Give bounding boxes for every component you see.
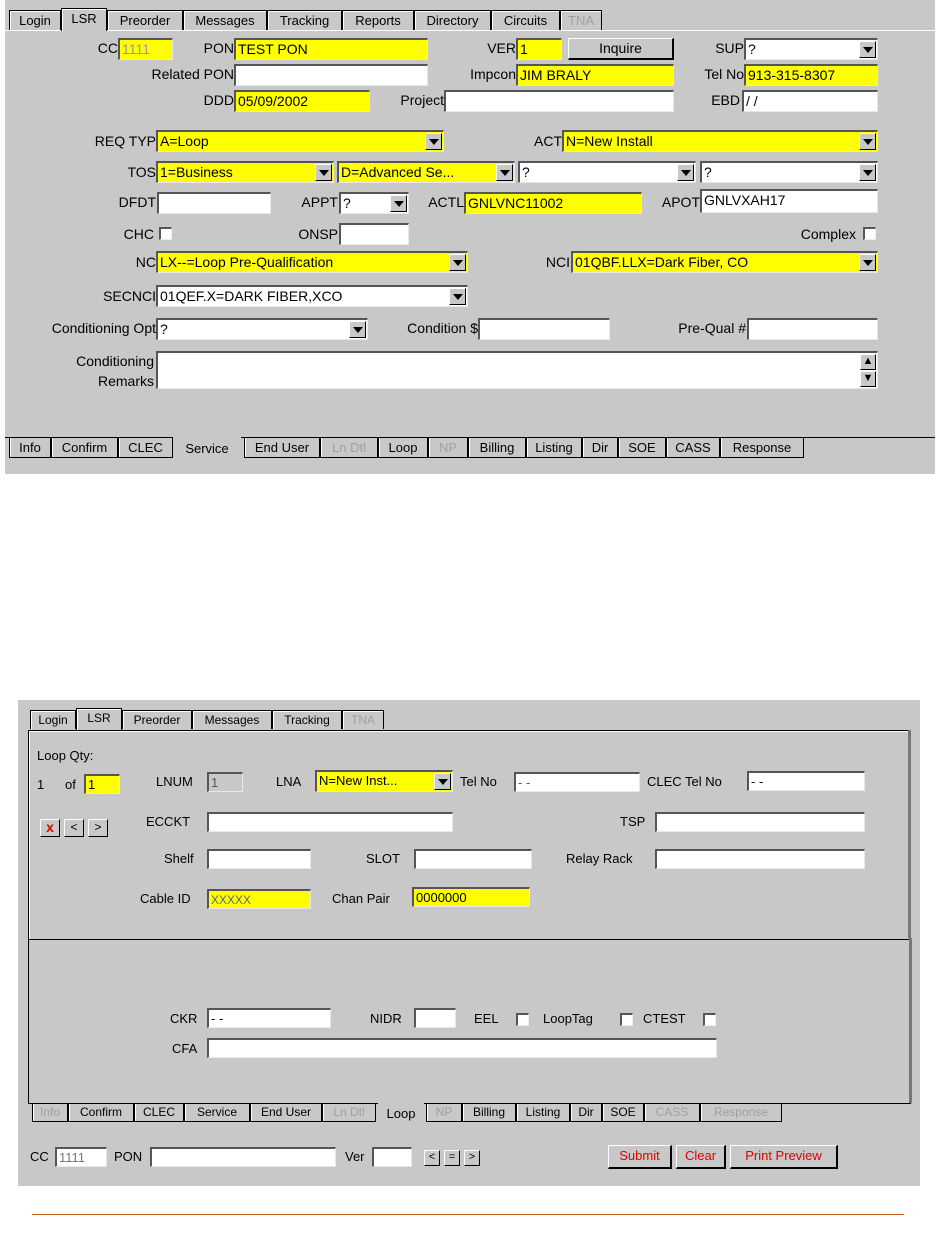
btab-np[interactable]: NP — [428, 438, 468, 458]
nc-value: LX--=Loop Pre-Qualification — [160, 254, 334, 270]
btab-dir[interactable]: Dir — [582, 438, 618, 458]
btab-confirm[interactable]: Confirm — [68, 1104, 134, 1122]
chevron-down-icon[interactable] — [677, 164, 694, 181]
onsp-field[interactable] — [339, 223, 409, 245]
looptag-label: LoopTag — [543, 1011, 593, 1026]
clear-button[interactable]: Clear — [676, 1145, 726, 1169]
tos-3-select[interactable] — [518, 161, 696, 183]
prev-loop-button[interactable]: < — [64, 819, 84, 837]
ebd-field[interactable]: / / — [742, 90, 878, 112]
relay-rack-label: Relay Rack — [566, 851, 633, 866]
ver-equal-button[interactable]: = — [444, 1150, 460, 1166]
ver-next-button[interactable]: > — [464, 1150, 480, 1166]
btab-ln-dtl[interactable]: Ln Dtl — [322, 1104, 376, 1122]
secnci-select[interactable] — [156, 285, 468, 307]
cable-id-label: Cable ID — [140, 891, 191, 906]
btab-service[interactable]: Service — [173, 437, 241, 459]
scroll-up-icon[interactable]: ▲ — [860, 354, 876, 370]
nci-value: 01QBF.LLX=Dark Fiber, CO — [575, 254, 749, 270]
chevron-down-icon[interactable] — [349, 321, 366, 338]
footer-cc-label: CC — [30, 1149, 49, 1164]
ctest-label: CTEST — [643, 1011, 686, 1026]
chevron-down-icon[interactable] — [859, 133, 876, 150]
btab-response[interactable]: Response — [720, 438, 804, 458]
cc-label: CC — [97, 40, 118, 56]
tos-2-select[interactable] — [337, 161, 515, 183]
ckr-field[interactable]: - - — [207, 1008, 331, 1028]
btab-soe[interactable]: SOE — [602, 1104, 644, 1122]
condition-cost-label: Condition $ — [407, 320, 478, 336]
tab-messages[interactable]: Messages — [183, 10, 267, 30]
footer-pon-field[interactable] — [150, 1147, 336, 1167]
tel-no-field[interactable]: 913-315-8307 — [744, 64, 878, 86]
chevron-down-icon[interactable] — [496, 164, 513, 181]
project-field[interactable] — [444, 90, 674, 112]
impcon-label: Impcon — [470, 66, 516, 82]
chevron-down-icon[interactable] — [859, 41, 876, 58]
btab-end-user[interactable]: End User — [244, 438, 320, 458]
slot-label: SLOT — [366, 851, 400, 866]
chevron-down-icon[interactable] — [315, 164, 332, 181]
nidr-label: NIDR — [370, 1011, 402, 1026]
tab-messages[interactable]: Messages — [192, 710, 272, 729]
loop-qty-label: Loop Qty: — [37, 748, 94, 763]
of-label: of — [65, 777, 76, 792]
btab-confirm[interactable]: Confirm — [51, 438, 118, 458]
clec-tel-no-label: CLEC Tel No — [647, 774, 722, 789]
chevron-down-icon[interactable] — [449, 288, 466, 305]
apot-label: APOT — [661, 194, 700, 210]
ver-field[interactable]: 1 — [516, 38, 562, 60]
ctest-checkbox[interactable] — [703, 1013, 716, 1026]
impcon-field[interactable]: JIM BRALY — [516, 64, 674, 86]
pre-qual-field[interactable] — [747, 318, 878, 340]
tab-preorder[interactable]: Preorder — [122, 710, 192, 729]
lna-select[interactable] — [315, 770, 453, 792]
eel-checkbox[interactable] — [516, 1013, 529, 1026]
secnci-label: SECNCI — [103, 288, 156, 304]
related-pon-label: Related PON — [151, 66, 234, 82]
btab-cass[interactable]: CASS — [666, 438, 720, 458]
btab-info[interactable]: Info — [9, 438, 51, 458]
act-select[interactable] — [562, 130, 878, 152]
tab-circuits[interactable]: Circuits — [491, 10, 560, 30]
actl-field[interactable]: GNLVNC11002 — [464, 192, 642, 214]
loop-of-field[interactable]: 1 — [84, 774, 120, 794]
btab-billing[interactable]: Billing — [468, 438, 526, 458]
tab-login[interactable]: Login — [9, 10, 61, 30]
scroll-down-icon[interactable]: ▼ — [860, 371, 876, 387]
tab-tna[interactable]: TNA — [342, 710, 384, 729]
chan-pair-label: Chan Pair — [332, 891, 390, 906]
pre-qual-label: Pre-Qual # — [678, 320, 746, 336]
nc-select[interactable] — [156, 251, 468, 273]
lnum-field: 1 — [207, 772, 243, 792]
btab-dir[interactable]: Dir — [570, 1104, 602, 1122]
nc-label: NC — [135, 254, 156, 270]
conditioning-remarks-label-1: Conditioning — [76, 353, 154, 369]
tsp-field[interactable] — [655, 812, 865, 832]
secnci-value: 01QEF.X=DARK FIBER,XCO — [160, 288, 343, 304]
req-typ-select[interactable] — [156, 130, 444, 152]
chevron-down-icon[interactable] — [859, 164, 876, 181]
chc-label: CHC — [123, 226, 154, 242]
conditioning-opt-value: ? — [160, 321, 168, 337]
btab-loop[interactable]: Loop — [378, 1103, 424, 1123]
appt-value: ? — [343, 195, 351, 211]
req-typ-value: A=Loop — [160, 133, 209, 149]
tab-directory[interactable]: Directory — [414, 10, 491, 30]
looptag-checkbox[interactable] — [620, 1013, 633, 1026]
next-loop-button[interactable]: > — [88, 819, 108, 837]
chevron-down-icon[interactable] — [859, 254, 876, 271]
delete-loop-button[interactable]: x — [40, 819, 60, 837]
btab-loop[interactable]: Loop — [378, 438, 428, 458]
chc-checkbox[interactable] — [159, 227, 172, 240]
chan-pair-field[interactable]: 0000000 — [412, 887, 530, 907]
tel-no-label: Tel No — [460, 774, 497, 789]
top-tab-line — [5, 30, 935, 31]
btab-response[interactable]: Response — [700, 1104, 782, 1122]
pon-label: PON — [203, 40, 234, 56]
tel-no-field[interactable]: - - — [514, 772, 640, 792]
btab-clec[interactable]: CLEC — [134, 1104, 184, 1122]
complex-checkbox[interactable] — [863, 227, 876, 240]
tos-1-value: 1=Business — [160, 164, 233, 180]
cfa-field[interactable] — [207, 1038, 717, 1058]
btab-billing[interactable]: Billing — [462, 1104, 516, 1122]
footer-cc-field[interactable]: 1111 — [55, 1147, 107, 1167]
tab-lsr[interactable]: LSR — [61, 8, 107, 31]
tos-2-value: D=Advanced Se... — [341, 164, 455, 180]
dfdt-field[interactable] — [157, 192, 271, 214]
relay-rack-field[interactable] — [655, 849, 865, 869]
chevron-down-icon[interactable] — [425, 133, 442, 150]
shelf-label: Shelf — [164, 851, 194, 866]
cc-field[interactable]: 1111 — [118, 38, 173, 60]
tos-4-value: ? — [704, 164, 712, 180]
ver-label: VER — [487, 40, 516, 56]
tab-login[interactable]: Login — [30, 710, 76, 729]
submit-button[interactable]: Submit — [608, 1145, 672, 1169]
req-typ-label: REQ TYP — [94, 133, 156, 149]
btab-info[interactable]: Info — [32, 1104, 68, 1122]
btab-listing[interactable]: Listing — [526, 438, 582, 458]
tab-tracking[interactable]: Tracking — [272, 710, 342, 729]
footer-pon-label: PON — [114, 1149, 143, 1164]
lnum-label: LNUM — [156, 774, 193, 789]
pon-field[interactable]: TEST PON — [234, 38, 428, 60]
project-label: Project — [400, 92, 444, 108]
footer-ver-field[interactable] — [372, 1147, 412, 1167]
tab-preorder[interactable]: Preorder — [107, 10, 183, 30]
sup-select[interactable] — [744, 38, 878, 60]
chevron-down-icon[interactable] — [390, 195, 407, 212]
ebd-label: EBD — [711, 92, 740, 108]
apot-field[interactable]: GNLVXAH17 — [700, 189, 878, 213]
lna-value: N=New Inst... — [319, 773, 398, 788]
appt-select[interactable] — [339, 192, 409, 214]
btab-listing[interactable]: Listing — [516, 1104, 570, 1122]
conditioning-opt-label: Conditioning Opt — [51, 320, 156, 336]
btab-service[interactable]: Service — [184, 1104, 250, 1122]
print-preview-button[interactable]: Print Preview — [730, 1145, 838, 1169]
lna-label: LNA — [276, 774, 302, 789]
page-rule — [32, 1214, 904, 1215]
conditioning-opt-select[interactable] — [156, 318, 368, 340]
act-label: ACT — [534, 133, 562, 149]
btab-end-user[interactable]: End User — [250, 1104, 322, 1122]
related-pon-field[interactable] — [234, 64, 428, 86]
tab-reports[interactable]: Reports — [342, 10, 414, 30]
nci-select[interactable] — [571, 251, 878, 273]
conditioning-remarks-textarea[interactable] — [156, 351, 878, 389]
ddd-field[interactable]: 05/09/2002 — [234, 90, 370, 112]
cable-id-field[interactable]: XXXXX — [207, 889, 311, 909]
ecckt-label: ECCKT — [146, 814, 191, 829]
loop-count: 1 — [37, 777, 45, 792]
ckr-label: CKR — [170, 1011, 198, 1026]
tsp-label: TSP — [620, 814, 646, 829]
slot-field[interactable] — [414, 849, 532, 869]
complex-label: Complex — [800, 226, 856, 242]
tab-lsr[interactable]: LSR — [76, 708, 122, 730]
nci-label: NCI — [545, 254, 570, 270]
tab-tracking[interactable]: Tracking — [267, 10, 342, 30]
chevron-down-icon[interactable] — [434, 773, 451, 790]
btab-clec[interactable]: CLEC — [118, 438, 173, 458]
dfdt-label: DFDT — [118, 194, 156, 210]
btab-soe[interactable]: SOE — [618, 438, 666, 458]
tos-3-value: ? — [522, 164, 530, 180]
tos-label: TOS — [127, 164, 156, 180]
clec-tel-no-field[interactable]: - - — [747, 771, 865, 791]
ver-prev-button[interactable]: < — [424, 1150, 440, 1166]
footer-ver-label: Ver — [345, 1149, 365, 1164]
cfa-label: CFA — [172, 1041, 198, 1056]
onsp-label: ONSP — [298, 226, 338, 242]
act-value: N=New Install — [566, 133, 653, 149]
ddd-label: DDD — [203, 92, 234, 108]
sup-value: ? — [748, 41, 756, 57]
bottom-frame-lower — [28, 938, 912, 1103]
nidr-field[interactable] — [414, 1008, 456, 1028]
appt-label: APPT — [301, 194, 338, 210]
eel-label: EEL — [474, 1011, 499, 1026]
sup-label: SUP — [715, 40, 744, 56]
tos-1-select[interactable] — [156, 161, 334, 183]
ecckt-field[interactable] — [207, 812, 453, 832]
actl-label: ACTL — [428, 194, 464, 210]
tel-no-label: Tel No — [704, 66, 744, 82]
inquire-button[interactable]: Inquire — [568, 38, 674, 60]
shelf-field[interactable] — [207, 849, 311, 869]
tos-4-select[interactable] — [700, 161, 878, 183]
condition-cost-field[interactable] — [478, 318, 610, 340]
conditioning-remarks-label-2: Remarks — [97, 373, 154, 389]
chevron-down-icon[interactable] — [449, 254, 466, 271]
btab-np[interactable]: NP — [426, 1104, 462, 1122]
tab-tna[interactable]: TNA — [560, 10, 602, 30]
btab-ln-dtl[interactable]: Ln Dtl — [320, 438, 378, 458]
btab-cass[interactable]: CASS — [644, 1104, 700, 1122]
